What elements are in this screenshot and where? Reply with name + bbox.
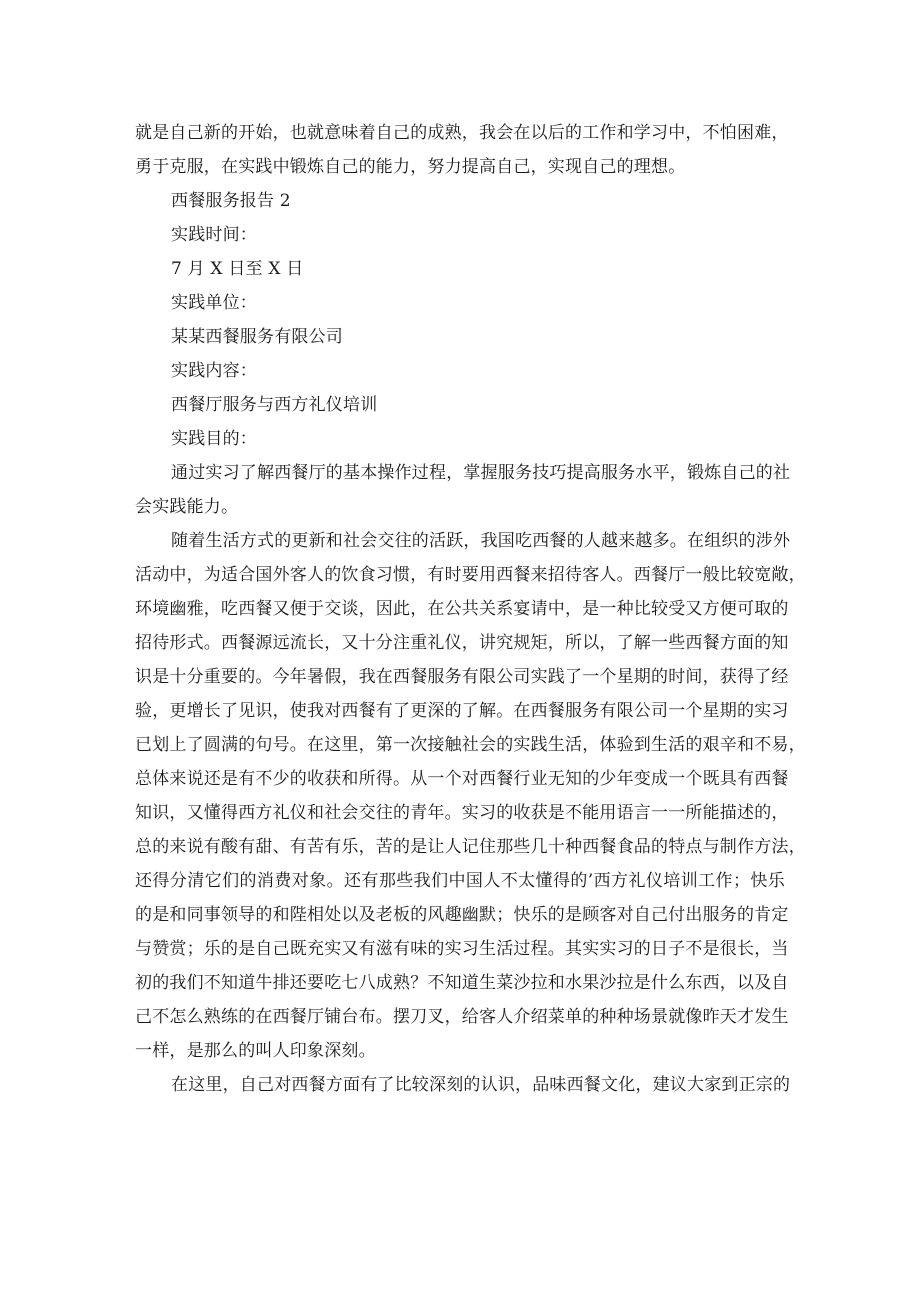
value-practice-time: 7 月 X 日至 X 日 — [171, 259, 304, 279]
text-line: 一样，是那么的叫人印象深刻。 — [135, 1041, 376, 1061]
text-line: 总体来说还是有不少的收获和所得。从一个对西餐行业无知的少年变成一个既具有西餐 — [135, 769, 789, 789]
report-title: 西餐服务报告 2 — [171, 191, 291, 211]
text-line: 己不怎么熟练的在西餐厅铺台布。摆刀叉，给客人介绍菜单的种种场景就像昨天才发生 — [135, 1007, 789, 1027]
text-line: 还得分清它们的消费对象。还有那些我们中国人不太懂得的’西方礼仪培训工作；快乐 — [135, 871, 785, 891]
text-line: 识是十分重要的。今年暑假，我在西餐服务有限公司实践了一个星期的时间，获得了经 — [135, 667, 789, 687]
text-line: 初的我们不知道牛排还要吃七八成熟？不知道生菜沙拉和水果沙拉是什么东西，以及自 — [135, 973, 789, 993]
text-line: 知识，又懂得西方礼仪和社会交往的青年。实习的收获是不能用语言一一所能描述的， — [135, 803, 789, 823]
text-line: 与赞赏；乐的是自己既充实又有滋有味的实习生活过程。其实实习的日子不是很长，当 — [135, 939, 789, 959]
text-line: 会实践能力。 — [135, 497, 239, 517]
text-line: 已划上了圆满的句号。在这里，第一次接触社会的实践生活，体验到生活的艰辛和不易， — [135, 735, 806, 755]
paragraph-purpose — [135, 456, 791, 524]
text-line: 环境幽雅，吃西餐又便于交谈，因此，在公共关系宴请中，是一种比较受又方便可取的 — [135, 599, 789, 619]
paragraph-1 — [135, 116, 789, 184]
document-body — [135, 116, 806, 1102]
paragraph-continued — [135, 1068, 791, 1102]
label-practice-time: 实践时间： — [171, 225, 257, 245]
label-practice-content: 实践内容： — [171, 361, 257, 381]
text-line: 验，更增长了见识，使我对西餐有了更深的了解。在西餐服务有限公司一个星期的实习 — [135, 701, 789, 721]
text-line: 招待形式。西餐源远流长，又十分注重礼仪，讲究规矩，所以，了解一些西餐方面的知 — [135, 633, 789, 653]
paragraph-main — [135, 524, 806, 1068]
text-line: 勇于克服，在实践中锻炼自己的能力，努力提高自己，实现自己的理想。 — [135, 157, 686, 177]
text-line: 的是和同事领导的和陛相处以及老板的风趣幽默；快乐的是顾客对自己付出服务的肯定 — [135, 905, 789, 925]
text-line: 随着生活方式的更新和社会交往的活跃，我国吃西餐的人越来越多。在组织的涉外 — [171, 531, 791, 551]
value-practice-unit: 某某西餐服务有限公司 — [171, 327, 343, 347]
text-line: 就是自己新的开始，也就意味着自己的成熟，我会在以后的工作和学习中，不怕困难， — [135, 123, 789, 143]
text-line: 活动中，为适合国外客人的饮食习惯，有时要用西餐来招待客人。西餐厅一般比较宽敞， — [135, 565, 806, 585]
label-practice-unit: 实践单位： — [171, 293, 257, 313]
value-practice-content: 西餐厅服务与西方礼仪培训 — [171, 395, 378, 415]
label-practice-purpose: 实践目的： — [171, 429, 257, 449]
text-line: 通过实习了解西餐厅的基本操作过程，掌握服务技巧提高服务水平，锻炼自己的社 — [171, 463, 791, 483]
text-line: 在这里，自己对西餐方面有了比较深刻的认识，品味西餐文化，建议大家到正宗的 — [171, 1075, 791, 1095]
text-line: 总的来说有酸有甜、有苦有乐，苦的是让人记住那些几十种西餐食品的特点与制作方法， — [135, 837, 806, 857]
